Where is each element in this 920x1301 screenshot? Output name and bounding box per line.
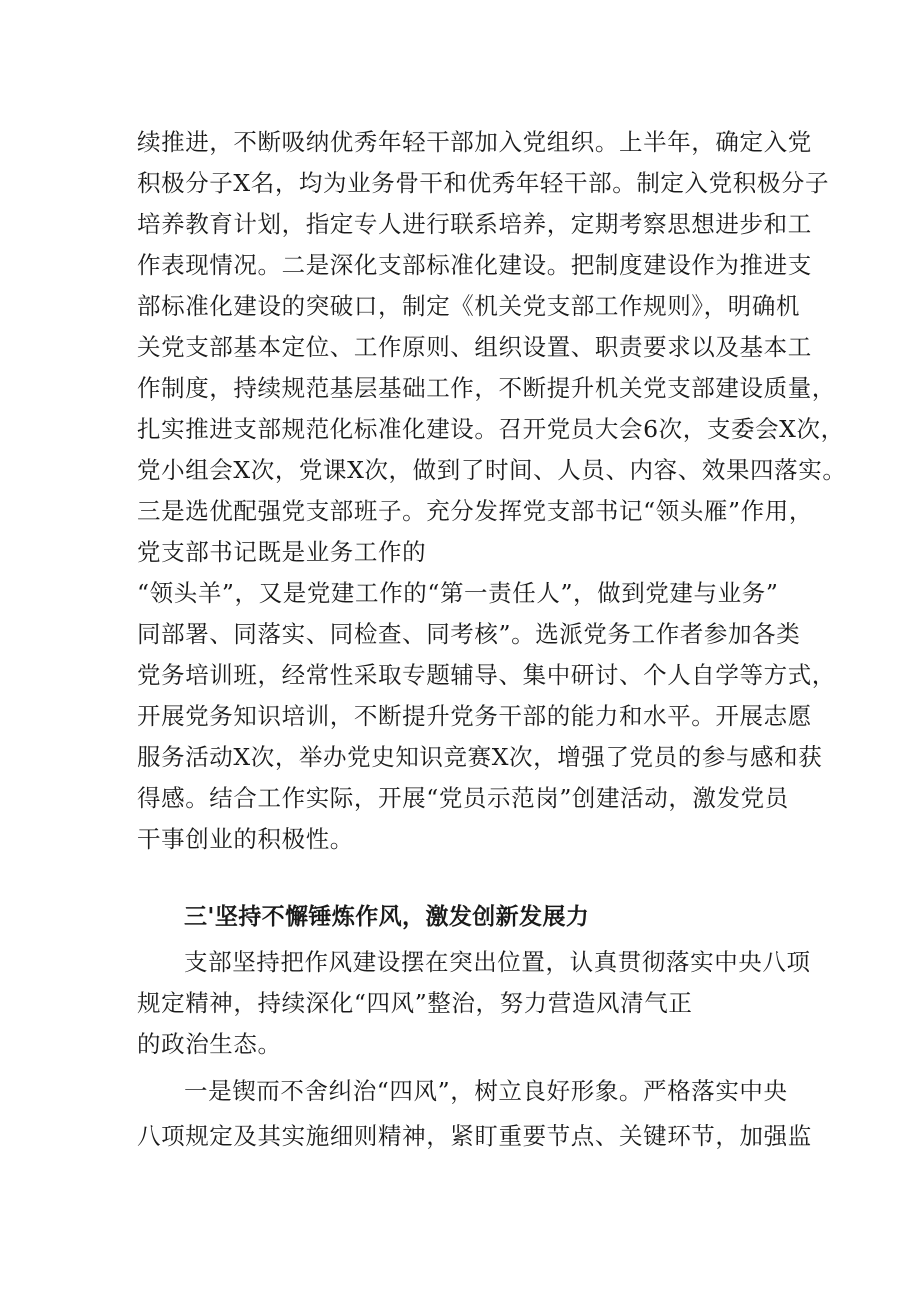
text-line: 扎实推进支部规范化标准化建设。召开党员大会6次，支委会X次， <box>137 415 845 443</box>
text-line: 党务培训班，经常性采取专题辅导、集中研讨、个人自学等方式， <box>137 661 836 689</box>
text-line: 的政治生态。 <box>137 1030 282 1058</box>
text-line: 干事创业的积极性。 <box>137 825 354 853</box>
text-line: 一是锲而不舍纠治“四风”，树立良好形象。严格落实中央 <box>184 1077 788 1105</box>
text-line: 党支部书记既是业务工作的 <box>137 538 427 566</box>
text-line: “领头羊”，又是党建工作的“第一责任人”，做到党建与业务” <box>137 579 779 607</box>
text-line: 党小组会X次，党课X次，做到了时间、人员、内容、效果四落实。 <box>137 456 847 484</box>
text-line: 规定精神，持续深化“四风”整治，努力营造风清气正 <box>137 989 693 1017</box>
text-line: 得感。结合工作实际，开展“党员示范岗”创建活动，激发党员 <box>137 784 789 812</box>
section-heading: 三'坚持不懈锤炼作风，激发创新发展力 <box>184 904 590 930</box>
text-line: 积极分子X名，均为业务骨干和优秀年轻干部。制定入党积极分子 <box>137 169 830 197</box>
text-line: 开展党务知识培训，不断提升党务干部的能力和水平。开展志愿 <box>137 702 812 730</box>
text-line: 作表现情况。二是深化支部标准化建设。把制度建设作为推进支 <box>137 251 812 279</box>
text-line: 作制度，持续规范基层基础工作，不断提升机关党支部建设质量， <box>137 374 836 402</box>
text-line: 关党支部基本定位、工作原则、组织设置、职责要求以及基本工 <box>137 333 812 361</box>
text-line: 培养教育计划，指定专人进行联系培养，定期考察思想进步和工 <box>137 210 812 238</box>
text-line: 部标准化建设的突破口，制定《机关党支部工作规则》，明确机 <box>137 292 801 320</box>
text-line: 支部坚持把作风建设摆在突出位置，认真贯彻落实中央八项 <box>184 948 811 976</box>
text-line: 续推进，不断吸纳优秀年轻干部加入党组织。上半年，确定入党 <box>137 128 812 156</box>
text-line: 三是选优配强党支部班子。充分发挥党支部书记“领头雁”作用， <box>137 497 813 525</box>
text-line: 服务活动X次，举办党史知识竞赛X次，增强了党员的参与感和获 <box>137 743 823 771</box>
text-line: 同部署、同落实、同检查、同考核”。选派党务工作者参加各类 <box>137 620 801 648</box>
text-line: 八项规定及其实施细则精神，紧盯重要节点、关键环节，加强监 <box>137 1122 812 1150</box>
